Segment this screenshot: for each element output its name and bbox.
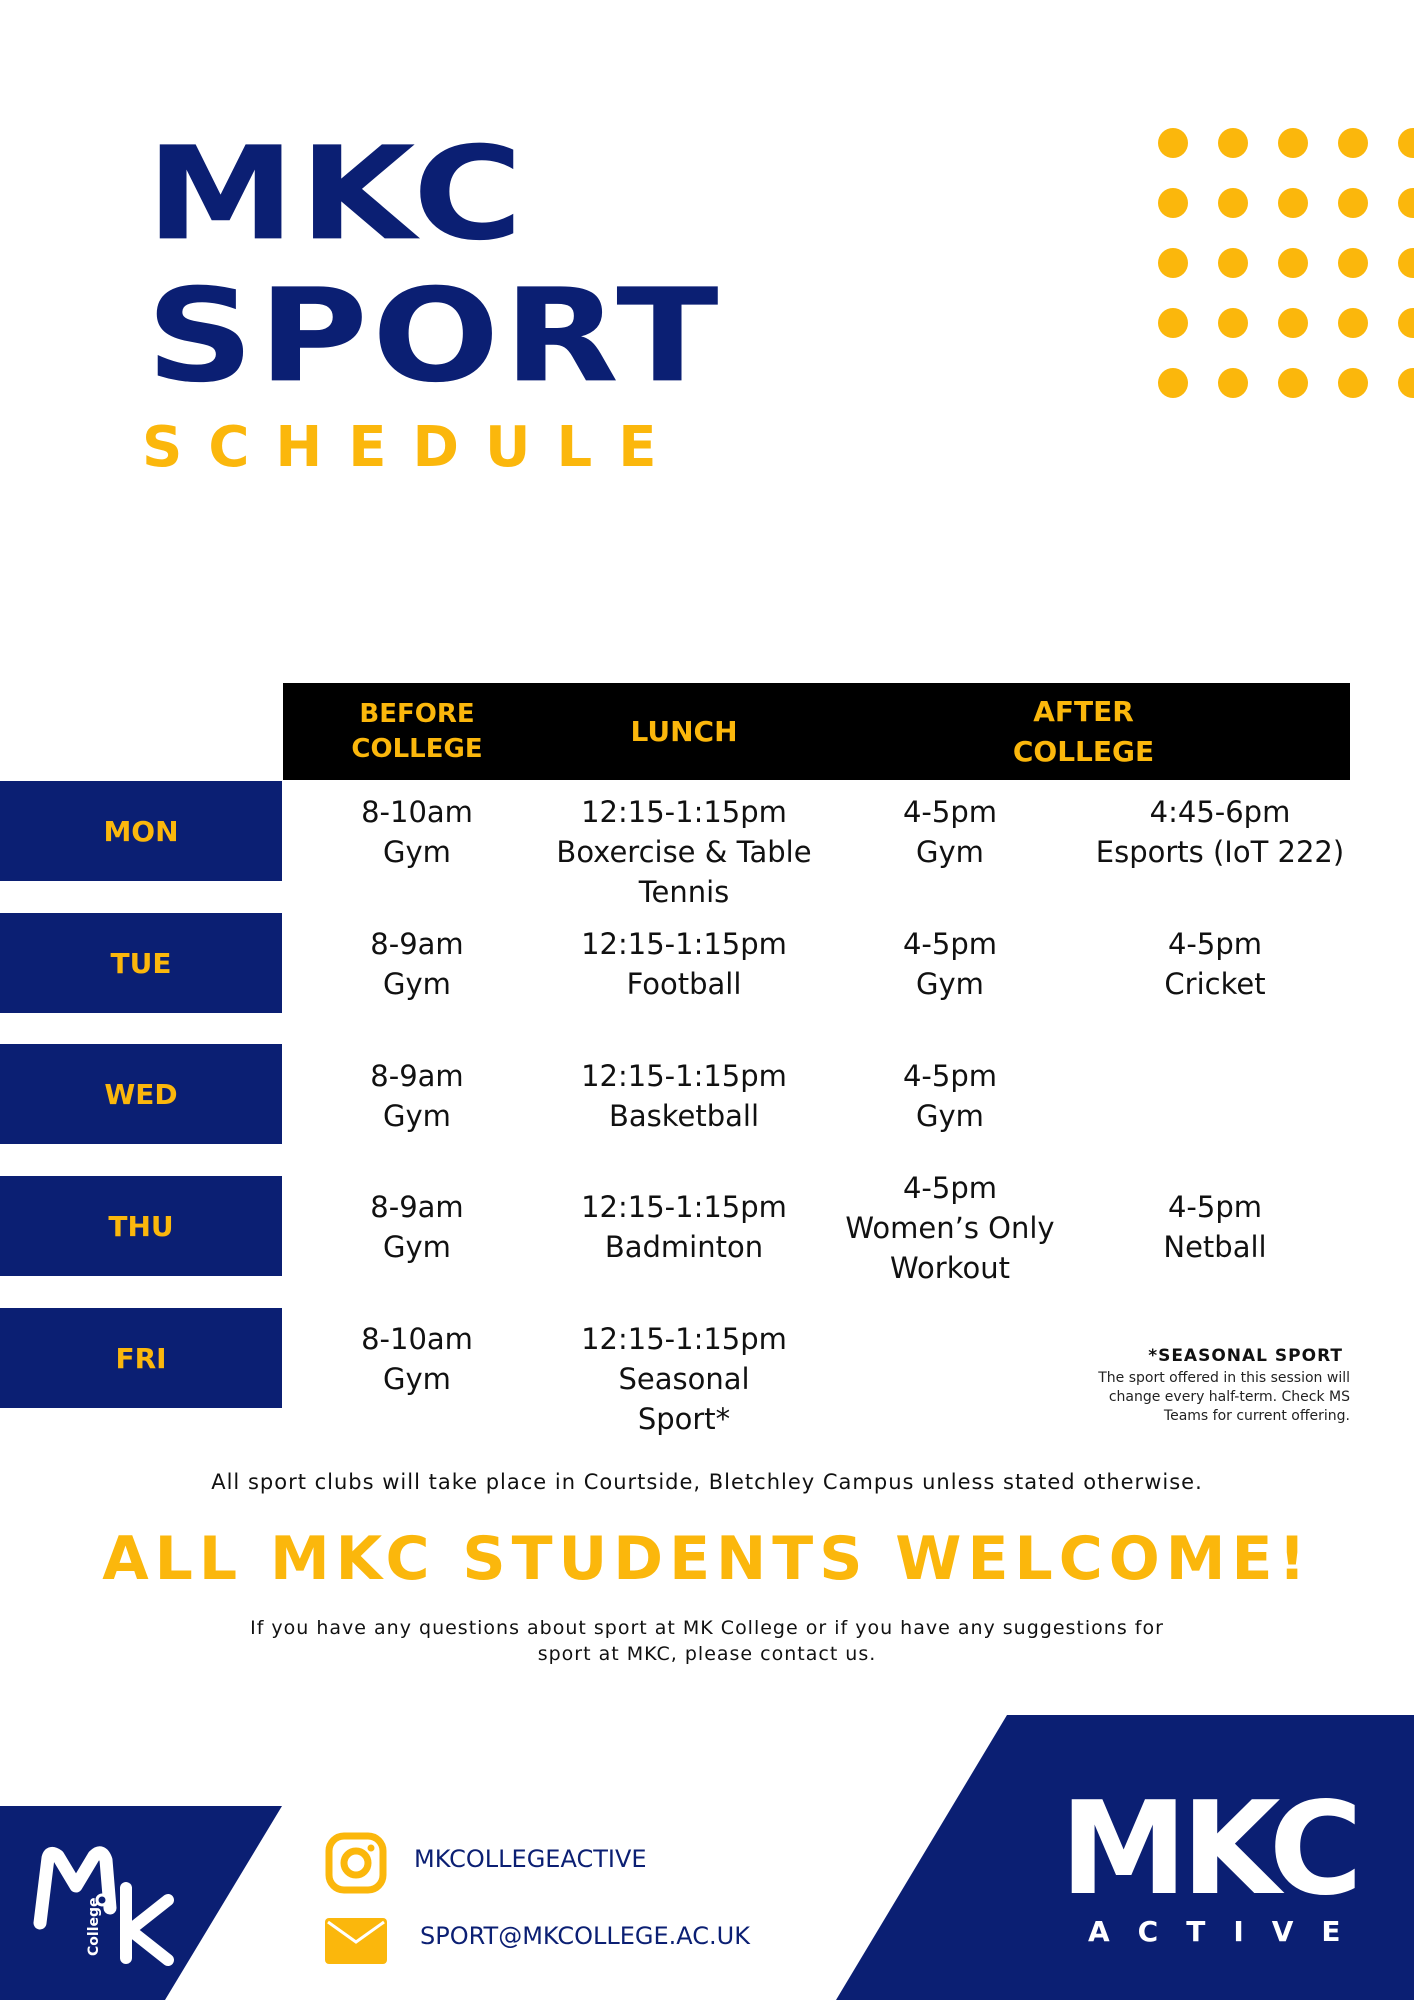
- cell-wed-after1: 4-5pm Gym: [902, 1059, 998, 1133]
- decorative-dot: [1278, 248, 1308, 278]
- decorative-dot: [1158, 368, 1188, 398]
- cell-fri-lunch: 12:15-1:15pm Seasonal Sport*: [581, 1322, 787, 1436]
- decorative-dot: [1218, 368, 1248, 398]
- contact-note: If you have any questions about sport at MK College or if you have any suggestions for sport at MKC, please contact us.: [250, 1617, 1164, 1665]
- email-icon[interactable]: [325, 1918, 387, 1964]
- header-before-college: BEFORE COLLEGE: [351, 698, 483, 764]
- seasonal-sport-title: *SEASONAL SPORT: [1148, 1346, 1343, 1366]
- day-label-fri: FRI: [0, 1308, 282, 1408]
- location-note: All sport clubs will take place in Courtside, Bletchley Campus unless stated otherwise.: [211, 1470, 1203, 1494]
- decorative-dot: [1158, 188, 1188, 218]
- logo-mkc-text: MKC: [1060, 1775, 1357, 1924]
- cell-tue-after2: 4-5pm Cricket: [1164, 927, 1266, 1001]
- decorative-dot: [1158, 248, 1188, 278]
- decorative-dot: [1338, 308, 1368, 338]
- decorative-dot: [1338, 128, 1368, 158]
- cell-thu-after2: 4-5pm Netball: [1163, 1190, 1267, 1264]
- decorative-dot: [1278, 368, 1308, 398]
- decorative-dot: [1398, 248, 1414, 278]
- welcome-banner: ALL MKC STUDENTS WELCOME!: [102, 1524, 1312, 1594]
- cell-fri-before: 8-10am Gym: [361, 1322, 473, 1396]
- seasonal-sport-text: The sport offered in this session will change every half-term. Check MS Teams for current offering.: [1098, 1370, 1350, 1424]
- instagram-handle-link[interactable]: MKCOLLEGEACTIVE: [414, 1845, 647, 1873]
- instagram-icon[interactable]: [325, 1832, 387, 1894]
- decorative-dot: [1338, 188, 1368, 218]
- day-label-tue: TUE: [0, 913, 282, 1013]
- cell-wed-before: 8-9am Gym: [370, 1059, 464, 1133]
- decorative-dot: [1398, 308, 1414, 338]
- cell-thu-after1: 4-5pm Women’s Only Workout: [845, 1171, 1055, 1285]
- schedule-table-header: [283, 683, 1350, 780]
- decorative-dot: [1218, 128, 1248, 158]
- cell-tue-lunch: 12:15-1:15pm Football: [581, 927, 787, 1001]
- cell-tue-before: 8-9am Gym: [370, 927, 464, 1001]
- decorative-dot: [1218, 308, 1248, 338]
- title-line-sport: SPORT: [146, 261, 723, 412]
- decorative-dot: [1338, 368, 1368, 398]
- cell-tue-after1: 4-5pm Gym: [902, 927, 998, 1001]
- decorative-dot: [1278, 128, 1308, 158]
- decorative-dot: [1398, 188, 1414, 218]
- cell-mon-lunch: 12:15-1:15pm Boxercise & Table Tennis: [556, 795, 812, 909]
- decorative-dot: [1218, 188, 1248, 218]
- day-label-wed: WED: [0, 1044, 282, 1144]
- mkc-active-logo: [1060, 1775, 1369, 1948]
- cell-wed-lunch: 12:15-1:15pm Basketball: [581, 1059, 787, 1133]
- decorative-dot: [1278, 188, 1308, 218]
- day-label-mon: MON: [0, 781, 282, 881]
- college-logo-text: College: [86, 1897, 102, 1956]
- decorative-dot: [1158, 128, 1188, 158]
- mk-college-logo: [28, 1838, 178, 1968]
- title-line-mkc: MKC: [146, 119, 527, 270]
- cell-mon-after1: 4-5pm Gym: [902, 795, 998, 869]
- decorative-dot: [1398, 368, 1414, 398]
- decorative-dot: [1158, 308, 1188, 338]
- header-after-college: AFTER COLLEGE: [1012, 694, 1155, 768]
- subtitle-schedule: SCHEDULE: [142, 415, 683, 480]
- cell-mon-before: 8-10am Gym: [361, 795, 473, 869]
- cell-thu-before: 8-9am Gym: [370, 1190, 464, 1264]
- header-lunch: LUNCH: [630, 715, 738, 748]
- decorative-dot-grid: [1158, 128, 1414, 408]
- logo-active-text: ACTIVE: [1088, 1915, 1369, 1948]
- day-label-thu: THU: [0, 1176, 282, 1276]
- email-address-link[interactable]: SPORT@MKCOLLEGE.AC.UK: [420, 1922, 750, 1950]
- cell-thu-lunch: 12:15-1:15pm Badminton: [581, 1190, 787, 1264]
- decorative-dot: [1338, 248, 1368, 278]
- decorative-dot: [1278, 308, 1308, 338]
- decorative-dot: [1218, 248, 1248, 278]
- decorative-dot: [1398, 128, 1414, 158]
- cell-mon-after2: 4:45-6pm Esports (IoT 222): [1095, 795, 1345, 869]
